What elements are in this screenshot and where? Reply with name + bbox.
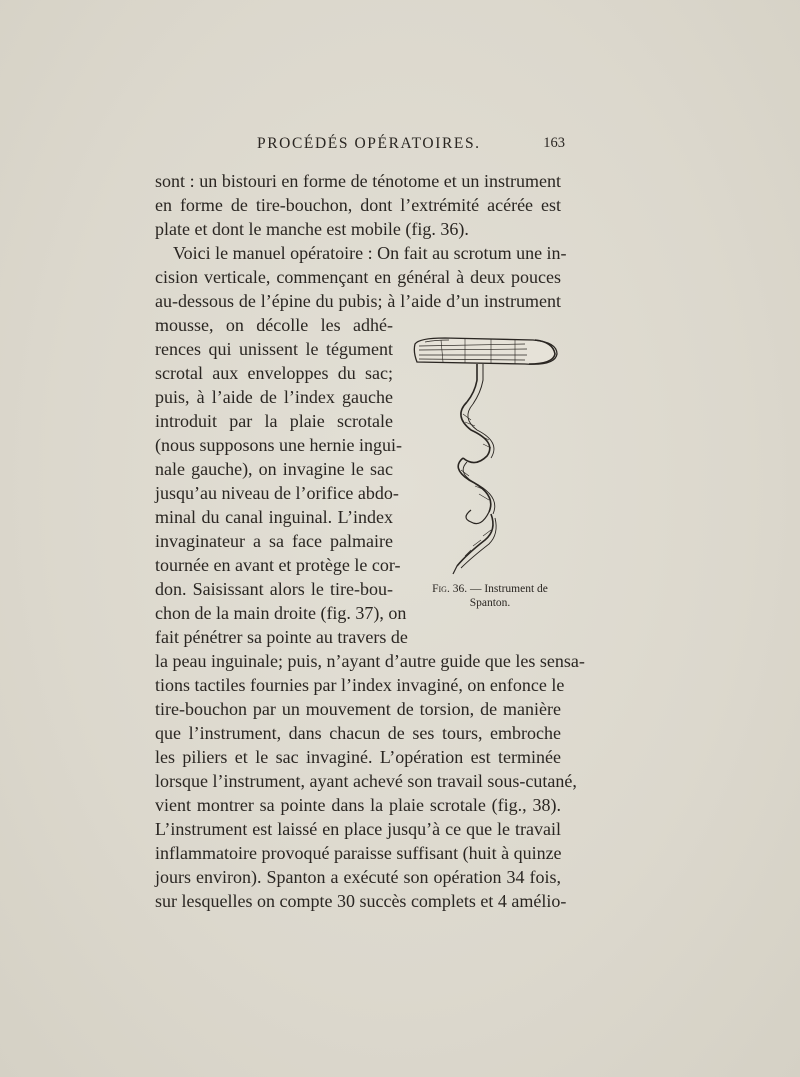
text-line: plate et dont le manche est mobile (fig. 36).	[155, 219, 469, 239]
text-line: sur lesquelles on compte 30 succès complets et 4 amélio-	[155, 891, 567, 911]
text-line: scrotal aux enveloppes du sac;	[155, 363, 393, 383]
text-line: Voici le manuel opératoire : On fait au scrotum une in-	[173, 243, 567, 263]
text-line: que l’instrument, dans chacun de ses tours, embroche	[155, 723, 561, 743]
page-number: 163	[543, 135, 565, 151]
text-line: tire-bouchon par un mouvement de torsion, de manière	[155, 699, 561, 719]
text-line: puis, à l’aide de l’index gauche	[155, 387, 393, 407]
text-line: invaginateur a sa face palmaire	[155, 531, 393, 551]
text-line: sont : un bistouri en forme de ténotome et un instrument	[155, 171, 561, 191]
text-line: L’instrument est laissé en place jusqu’à ce que le travail	[155, 819, 561, 839]
running-title: PROCÉDÉS OPÉRATOIRES.	[257, 135, 481, 152]
text-line: en forme de tire-bouchon, dont l’extrémité acérée est	[155, 195, 561, 215]
figure-caption	[420, 582, 560, 610]
text-line: inflammatoire provoqué paraisse suffisant (huit à quinze	[155, 843, 562, 863]
text-line: rences qui unissent le tégument	[155, 339, 393, 359]
text-line: lorsque l’instrument, ayant achevé son travail sous-cutané,	[155, 771, 577, 791]
text-line: la peau inguinale; puis, n’ayant d’autre guide que les sensa-	[155, 651, 585, 671]
text-line: tions tactiles fournies par l’index invaginé, on enfonce le	[155, 675, 565, 695]
text-line: au-dessous de l’épine du pubis; à l’aide d’un instrument	[155, 291, 561, 311]
text-line: don. Saisissant alors le tire-bou-	[155, 579, 393, 599]
running-head	[155, 135, 565, 159]
text-line: cision verticale, commençant en général à deux pouces	[155, 267, 561, 287]
text-line: jours environ). Spanton a exécuté son opération 34 fois,	[155, 867, 561, 887]
figure-caption-text: — Instrument de Spanton.	[469, 583, 548, 609]
text-line: vient montrer sa pointe dans la plaie scrotale (fig., 38).	[155, 795, 561, 815]
text-line: jusqu’au niveau de l’orifice abdo-	[155, 483, 399, 503]
figure-caption-label: Fig. 36.	[432, 583, 468, 595]
text-line: minal du canal inguinal. L’index	[155, 507, 393, 527]
text-line: tournée en avant et protège le cor-	[155, 555, 401, 575]
text-line: introduit par la plaie scrotale	[155, 411, 393, 431]
text-line: fait pénétrer sa pointe au travers de	[155, 627, 408, 647]
corkscrew-instrument-illustration	[405, 330, 565, 590]
text-line: nale gauche), on invagine le sac	[155, 459, 393, 479]
text-line: mousse, on décolle les adhé-	[155, 315, 393, 335]
text-line: chon de la main droite (fig. 37), on	[155, 603, 407, 623]
text-line: (nous supposons une hernie ingui-	[155, 435, 402, 455]
text-line: les piliers et le sac invaginé. L’opération est terminée	[155, 747, 561, 767]
